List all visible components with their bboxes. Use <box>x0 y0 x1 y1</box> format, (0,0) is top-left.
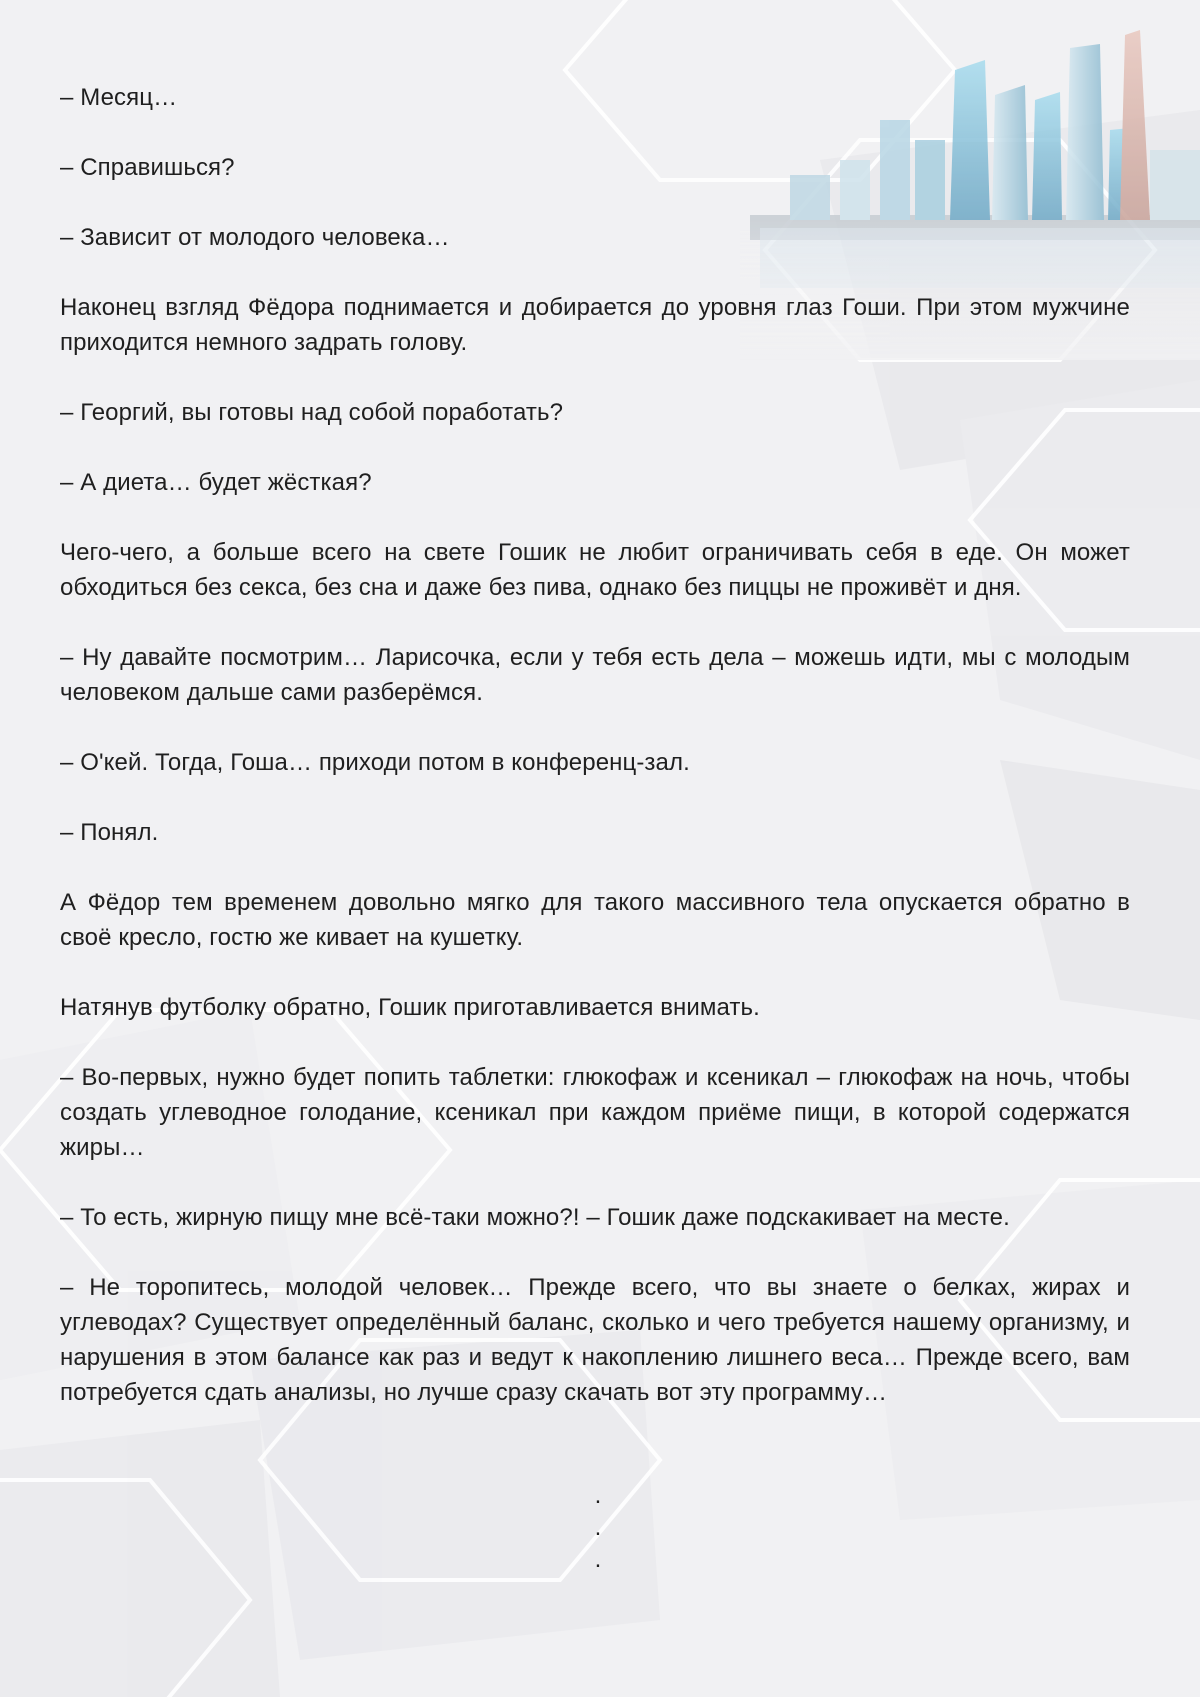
paragraph: – Не торопитесь, молодой человек… Прежде всего, что вы знаете о белках, жирах и углеводах? Существует определённый баланс, сколько и чего требуется нашему организму, и нарушения в этом балансе как раз и ведут к накоплению лишнего веса… Прежде всего, вам потребуется сдать анализы, но лучше сразу скачать вот эту программу… <box>60 1274 1130 1406</box>
paragraph: – О'кей. Тогда, Гоша… приходи потом в конференц-зал. <box>60 749 690 776</box>
paragraph: – Зависит от молодого человека… <box>60 224 450 251</box>
paragraph: – А диета… будет жёсткая? <box>60 469 372 496</box>
section-break <box>588 1480 608 1576</box>
paragraph: – Понял. <box>60 819 159 846</box>
section-break-dot: . <box>594 1482 602 1509</box>
paragraph: Наконец взгляд Фёдора поднимается и добирается до уровня глаз Гоши. При этом мужчине приходится немного задрать голову. <box>60 294 1130 356</box>
section-break-dot: . <box>594 1514 602 1541</box>
paragraph: Натянув футболку обратно, Гошик приготавливается внимать. <box>60 994 760 1021</box>
section-break-dot: . <box>594 1546 602 1573</box>
paragraph: – Во-первых, нужно будет попить таблетки: глюкофаж и ксеникал – глюкофаж на ночь, чтобы создать углеводное голодание, ксеникал при каждом приёме пищи, в которой содержатся жиры… <box>60 1064 1130 1161</box>
paragraph: – То есть, жирную пищу мне всё-таки можно?! – Гошик даже подскакивает на месте. <box>60 1204 1010 1231</box>
document-page <box>60 80 1130 1445</box>
paragraph: – Месяц… <box>60 84 178 111</box>
paragraph: А Фёдор тем временем довольно мягко для такого массивного тела опускается обратно в своё кресло, гостю же кивает на кушетку. <box>60 889 1130 951</box>
paragraph: Чего-чего, а больше всего на свете Гошик не любит ограничивать себя в еде. Он может обходиться без секса, без сна и даже без пива, однако без пиццы не проживёт и дня. <box>60 539 1130 601</box>
paragraph: – Георгий, вы готовы над собой поработать? <box>60 399 564 426</box>
paragraph: – Ну давайте посмотрим… Ларисочка, если у тебя есть дела – можешь идти, мы с молодым человеком дальше сами разберёмся. <box>60 644 1130 706</box>
paragraph: – Справишься? <box>60 154 235 181</box>
